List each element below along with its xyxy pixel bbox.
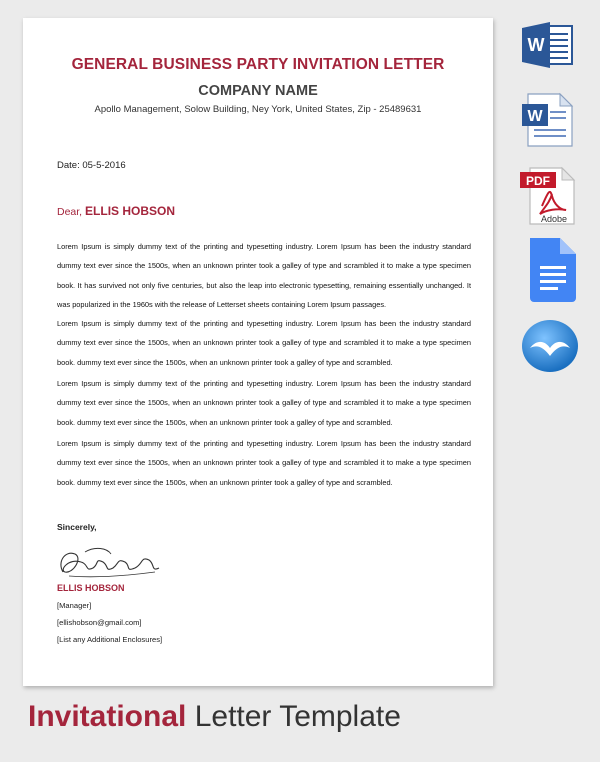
letter-title: GENERAL BUSINESS PARTY INVITATION LETTER (71, 56, 445, 73)
svg-text:Adobe: Adobe (540, 214, 568, 224)
company-name: COMPANY NAME (198, 83, 318, 99)
svg-text:PDF: PDF (526, 174, 550, 188)
body-paragraph-2: Lorem Ipsum is simply dummy text of the printing and typesetting industry. Lorem Ipsum has been the industry standard dummy text ever since the 1500s, when an unknown printer took a galley of type and scrambled it to make a type specimen book. dummy text ever since the 1500s, when an unknown printer took a galley of type and scrambled. (57, 319, 471, 367)
signature-image (55, 542, 165, 582)
body-paragraph-1: Lorem Ipsum is simply dummy text of the printing and typesetting industry. Lorem Ipsum has been the industry standard dummy text ever since the 1500s, when an unknown printer took a galley of type and scrambled it to make a type specimen book. It has survived not only five centuries, but also the leap into electronic typesetting, remaining essentially unchanged. It was popularized in the 1960s with the release of Letterset sheets containing Lorem Ipsum passages. (57, 242, 471, 309)
footer-title-bold: Invitational (28, 700, 187, 733)
svg-text:W: W (527, 35, 545, 55)
signer-name: ELLIS HOBSON (57, 583, 125, 593)
recipient-name: ELLIS HOBSON (85, 204, 176, 218)
greeting-word: Dear, (57, 206, 83, 218)
svg-text:W: W (527, 108, 543, 125)
enclosures-note: [List any Additional Enclosures] (57, 635, 163, 644)
openoffice-icon[interactable] (520, 318, 580, 374)
closing: Sincerely, (57, 522, 97, 532)
google-docs-icon[interactable] (520, 236, 580, 304)
greeting (57, 204, 175, 218)
letter-date: Date: 05-5-2016 (57, 160, 126, 171)
word-document-icon[interactable] (520, 92, 578, 148)
body-paragraph-3: Lorem Ipsum is simply dummy text of the printing and typesetting industry. Lorem Ipsum has been the industry standard dummy text ever since the 1500s, when an unknown printer took a galley of type and scrambled it to make a type specimen book. dummy text ever since the 1500s, when an unknown printer took a galley of type and scrambled. (57, 379, 471, 427)
pdf-adobe-icon[interactable] (520, 166, 578, 226)
body-paragraph-4: Lorem Ipsum is simply dummy text of the printing and typesetting industry. Lorem Ipsum has been the industry standard dummy text ever since the 1500s, when an unknown printer took a galley of type and scrambled it to make a type specimen book. dummy text ever since the 1500s, when an unknown printer took a galley of type and scrambled. (57, 439, 471, 487)
word-icon[interactable] (520, 20, 576, 70)
company-address: Apollo Management, Solow Building, Ney York, United States, Zip - 25489631 (94, 104, 422, 115)
footer-title (28, 700, 401, 734)
letter-page (23, 18, 493, 686)
signer-email: [ellishobson@gmail.com] (57, 618, 142, 627)
signer-title: [Manager] (57, 601, 92, 610)
footer-title-rest: Letter Template (186, 700, 401, 733)
